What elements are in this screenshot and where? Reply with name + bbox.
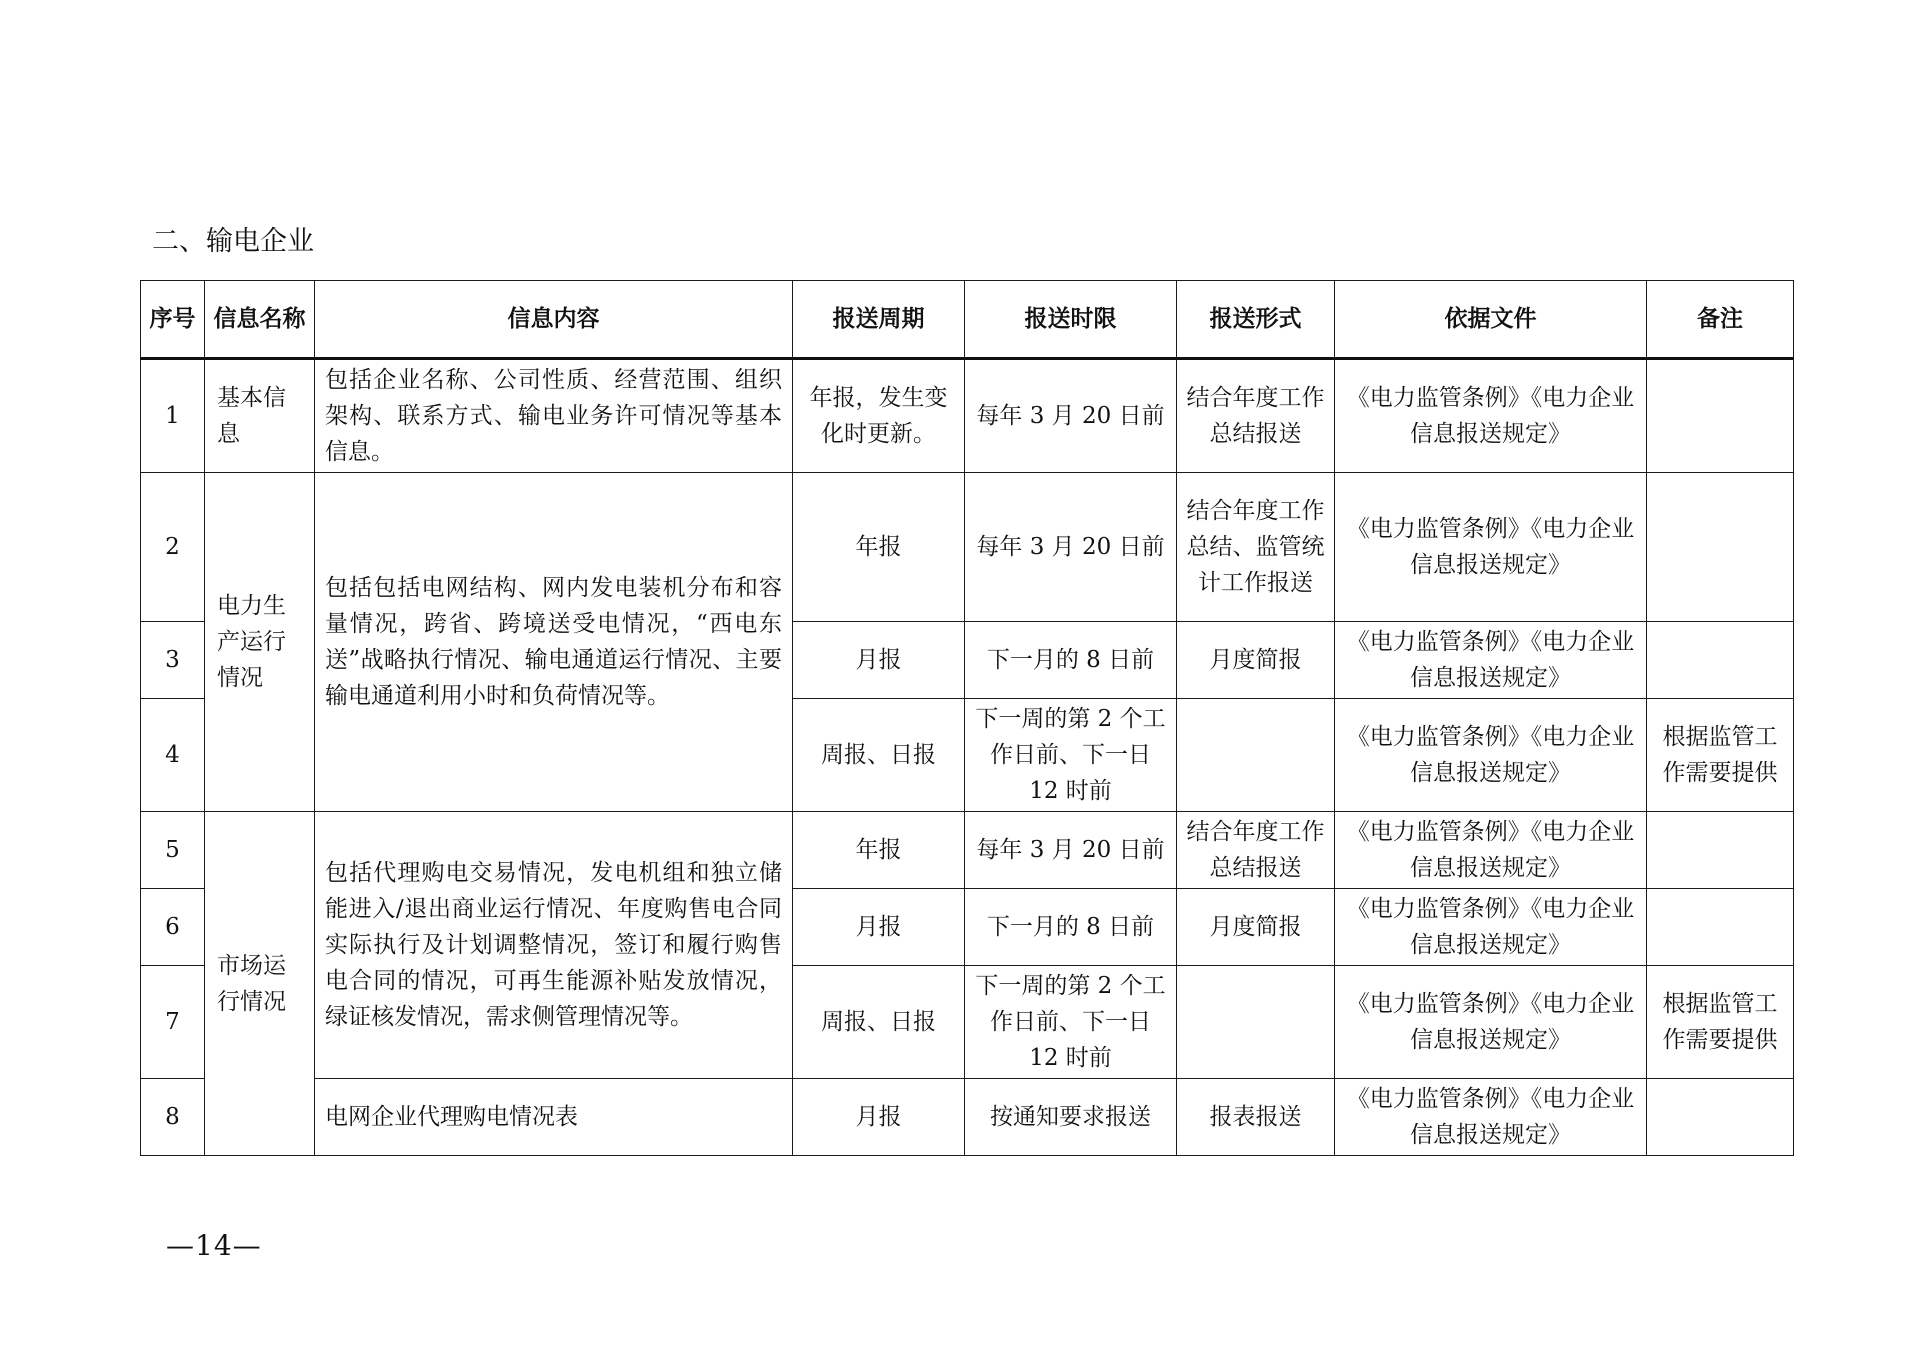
header-seq: 序号: [141, 281, 205, 359]
cell-basis: 《电力监管条例》《电力企业信息报送规定》: [1335, 966, 1647, 1079]
cell-remark: [1647, 622, 1794, 699]
cell-deadline: 按通知要求报送: [965, 1079, 1177, 1156]
cell-form: 月度简报: [1177, 622, 1335, 699]
cell-seq: 7: [141, 966, 205, 1079]
cell-seq: 5: [141, 812, 205, 889]
cell-period: 月报: [793, 889, 965, 966]
cell-seq: 2: [141, 473, 205, 622]
table-row: [141, 812, 1794, 889]
table-row: [141, 473, 1794, 622]
header-basis: 依据文件: [1335, 281, 1647, 359]
table-row: [141, 1079, 1794, 1156]
cell-period: 周报、日报: [793, 699, 965, 812]
cell-basis: 《电力监管条例》《电力企业信息报送规定》: [1335, 359, 1647, 473]
cell-period: 年报: [793, 473, 965, 622]
cell-form: 月度简报: [1177, 889, 1335, 966]
cell-form: 报表报送: [1177, 1079, 1335, 1156]
cell-period: 年报: [793, 812, 965, 889]
table-header-row: [141, 281, 1794, 359]
cell-content: 包括企业名称、公司性质、经营范围、组织架构、联系方式、输电业务许可情况等基本信息。: [315, 359, 793, 473]
page-number: —14—: [166, 1229, 262, 1262]
cell-basis: 《电力监管条例》《电力企业信息报送规定》: [1335, 812, 1647, 889]
info-table: [140, 280, 1794, 1156]
header-deadline: 报送时限: [965, 281, 1177, 359]
cell-seq: 8: [141, 1079, 205, 1156]
cell-basis: 《电力监管条例》《电力企业信息报送规定》: [1335, 889, 1647, 966]
cell-period: 周报、日报: [793, 966, 965, 1079]
cell-form: 结合年度工作总结、监管统计工作报送: [1177, 473, 1335, 622]
cell-name: 市场运行情况: [205, 812, 315, 1156]
cell-basis: 《电力监管条例》《电力企业信息报送规定》: [1335, 1079, 1647, 1156]
section-heading: 二、输电企业: [152, 226, 314, 257]
header-remark: 备注: [1647, 281, 1794, 359]
cell-seq: 4: [141, 699, 205, 812]
cell-form: [1177, 966, 1335, 1079]
header-content: 信息内容: [315, 281, 793, 359]
header-name: 信息名称: [205, 281, 315, 359]
cell-name: 电力生产运行情况: [205, 473, 315, 812]
cell-deadline: 每年 3 月 20 日前: [965, 359, 1177, 473]
cell-remark: 根据监管工作需要提供: [1647, 699, 1794, 812]
cell-remark: [1647, 1079, 1794, 1156]
cell-form: [1177, 699, 1335, 812]
table-row: [141, 359, 1794, 473]
cell-period: 月报: [793, 622, 965, 699]
cell-remark: 根据监管工作需要提供: [1647, 966, 1794, 1079]
cell-remark: [1647, 889, 1794, 966]
cell-period: 年报，发生变化时更新。: [793, 359, 965, 473]
cell-period: 月报: [793, 1079, 965, 1156]
header-period: 报送周期: [793, 281, 965, 359]
cell-remark: [1647, 812, 1794, 889]
cell-deadline: 下一月的 8 日前: [965, 622, 1177, 699]
cell-content: 电网企业代理购电情况表: [315, 1079, 793, 1156]
cell-deadline: 下一月的 8 日前: [965, 889, 1177, 966]
cell-deadline: 下一周的第 2 个工作日前、下一日 12 时前: [965, 699, 1177, 812]
cell-remark: [1647, 473, 1794, 622]
cell-deadline: 下一周的第 2 个工作日前、下一日 12 时前: [965, 966, 1177, 1079]
cell-content: 包括代理购电交易情况，发电机组和独立储能进入/退出商业运行情况、年度购售电合同实际执行及计划调整情况，签订和履行购售电合同的情况，可再生能源补贴发放情况，绿证核发情况，需求侧管理情况等。: [315, 812, 793, 1079]
cell-basis: 《电力监管条例》《电力企业信息报送规定》: [1335, 622, 1647, 699]
header-form: 报送形式: [1177, 281, 1335, 359]
cell-seq: 3: [141, 622, 205, 699]
cell-name: 基本信息: [205, 359, 315, 473]
cell-content: 包括包括电网结构、网内发电装机分布和容量情况，跨省、跨境送受电情况，“西电东送”战略执行情况、输电通道运行情况、主要输电通道利用小时和负荷情况等。: [315, 473, 793, 812]
cell-deadline: 每年 3 月 20 日前: [965, 473, 1177, 622]
cell-seq: 6: [141, 889, 205, 966]
cell-deadline: 每年 3 月 20 日前: [965, 812, 1177, 889]
cell-seq: 1: [141, 359, 205, 473]
cell-remark: [1647, 359, 1794, 473]
cell-form: 结合年度工作总结报送: [1177, 812, 1335, 889]
cell-form: 结合年度工作总结报送: [1177, 359, 1335, 473]
cell-basis: 《电力监管条例》《电力企业信息报送规定》: [1335, 473, 1647, 622]
cell-basis: 《电力监管条例》《电力企业信息报送规定》: [1335, 699, 1647, 812]
